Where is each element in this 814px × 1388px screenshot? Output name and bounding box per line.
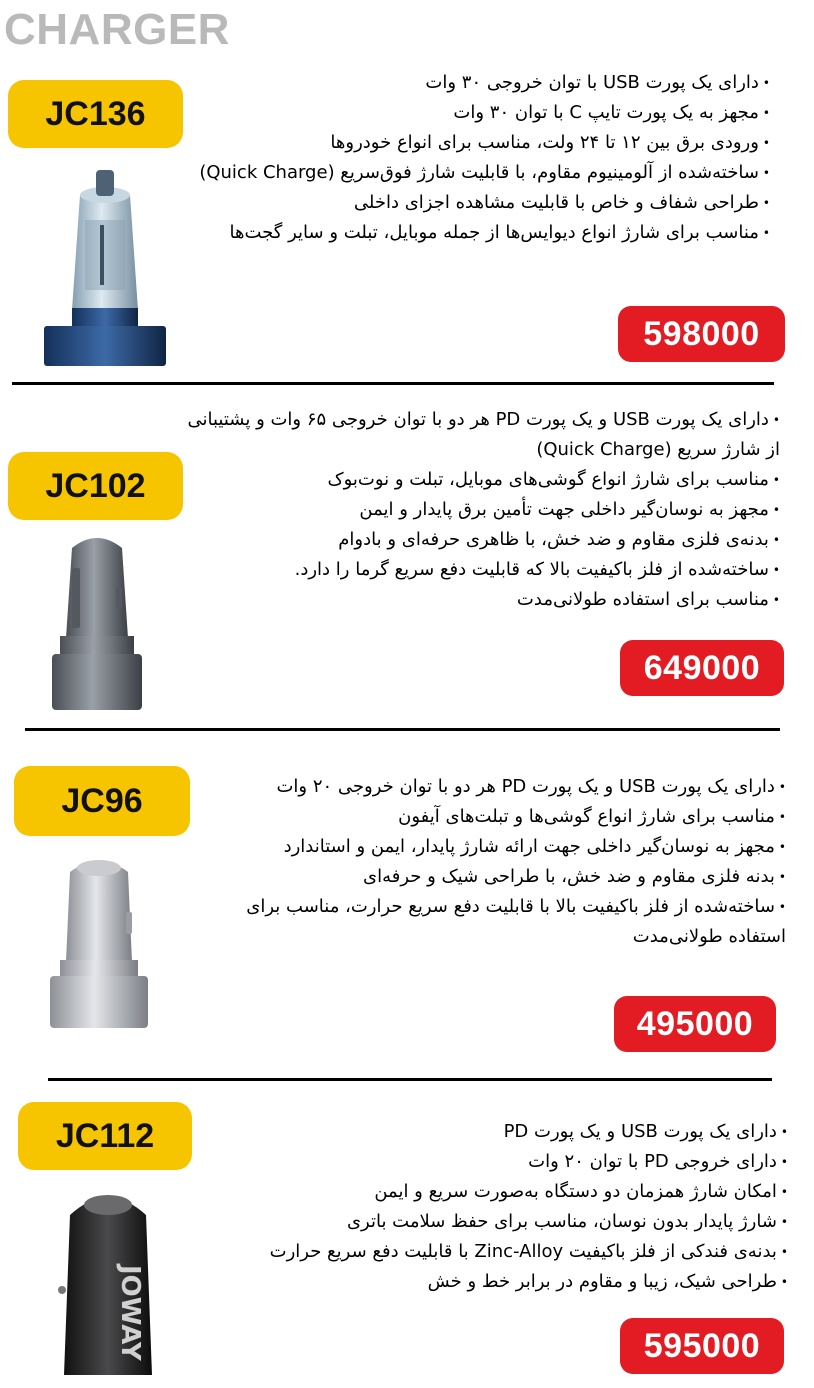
model-badge: JC112 (18, 1102, 192, 1170)
model-badge: JC136 (8, 80, 183, 148)
car-charger-black-joway-icon (48, 1175, 168, 1385)
feature-item: • امکان شارژ همزمان دو دستگاه به‌صورت سریع و ایمن (148, 1177, 788, 1207)
page-title: CHARGER (4, 5, 230, 54)
feature-item: • بدنه‌ی فلزی مقاوم و ضد خش، با ظاهری حرفه‌ای و بادوام (180, 525, 780, 555)
car-charger-metal-grey-icon (42, 528, 152, 713)
feature-list (148, 1117, 788, 1297)
section-divider (12, 382, 774, 385)
price-badge: 598000 (618, 306, 785, 362)
price-badge: 649000 (620, 640, 784, 696)
feature-list (186, 772, 786, 952)
price-badge: 495000 (614, 996, 776, 1052)
feature-item: • دارای یک پورت USB و یک پورت PD هر دو با توان خروجی ۶۵ وات و پشتیبانی از شارژ سریع (Quick Charge) (180, 405, 780, 465)
feature-item: • دارای خروجی PD با توان ۲۰ وات (148, 1147, 788, 1177)
feature-list (180, 405, 780, 615)
feature-item: • مناسب برای شارژ انواع گوشی‌ها و تبلت‌های آیفون (186, 802, 786, 832)
model-badge: JC102 (8, 452, 183, 520)
feature-item: • طراحی شفاف و خاص با قابلیت مشاهده اجزای داخلی (80, 188, 770, 218)
section-divider (48, 1078, 772, 1081)
feature-item: • مناسب برای شارژ انواع دیوایس‌ها از جمله موبایل، تبلت و سایر گجت‌ها (80, 218, 770, 248)
svg-text:JOWAY: JOWAY (115, 1265, 145, 1361)
section-divider (25, 728, 780, 731)
price-badge: 595000 (620, 1318, 784, 1374)
feature-item: • بدنه‌ی فندکی از فلز باکیفیت Zinc-Alloy با قابلیت دفع سریع حرارت (148, 1237, 788, 1267)
feature-item: • ساخته‌شده از فلز باکیفیت بالا با قابلیت دفع سریع حرارت، مناسب برای استفاده طولانی‌مدت (186, 892, 786, 952)
feature-item: • دارای یک پورت USB و یک پورت PD هر دو با توان خروجی ۲۰ وات (186, 772, 786, 802)
feature-item: • ساخته‌شده از آلومینیوم مقاوم، با قابلیت شارژ فوق‌سریع (Quick Charge) (80, 158, 770, 188)
model-badge: JC96 (14, 766, 190, 836)
car-charger-silver-icon (42, 842, 157, 1032)
feature-item: • ورودی برق بین ۱۲ تا ۲۴ ولت، مناسب برای انواع خودروها (80, 128, 770, 158)
feature-item: • مناسب برای شارژ انواع گوشی‌های موبایل، تبلت و نوت‌بوک (180, 465, 780, 495)
feature-item: • طراحی شیک، زیبا و مقاوم در برابر خط و خش (148, 1267, 788, 1297)
feature-item: • مناسب برای استفاده طولانی‌مدت (180, 585, 780, 615)
feature-item: • مجهز به نوسان‌گیر داخلی جهت ارائه شارژ پایدار، ایمن و استاندارد (186, 832, 786, 862)
car-charger-transparent-blue-icon (30, 160, 180, 370)
feature-item: • مجهز به یک پورت تایپ C با توان ۳۰ وات (80, 98, 770, 128)
feature-item: • ساخته‌شده از فلز باکیفیت بالا که قابلیت دفع سریع گرما را دارد. (180, 555, 780, 585)
feature-item: • بدنه فلزی مقاوم و ضد خش، با طراحی شیک و حرفه‌ای (186, 862, 786, 892)
feature-item: • شارژ پایدار بدون نوسان، مناسب برای حفظ سلامت باتری (148, 1207, 788, 1237)
feature-item: • مجهز به نوسان‌گیر داخلی جهت تأمین برق پایدار و ایمن (180, 495, 780, 525)
feature-item: • دارای یک پورت USB با توان خروجی ۳۰ وات (80, 68, 770, 98)
feature-list (80, 68, 770, 248)
feature-item: • دارای یک پورت USB و یک پورت PD (148, 1117, 788, 1147)
